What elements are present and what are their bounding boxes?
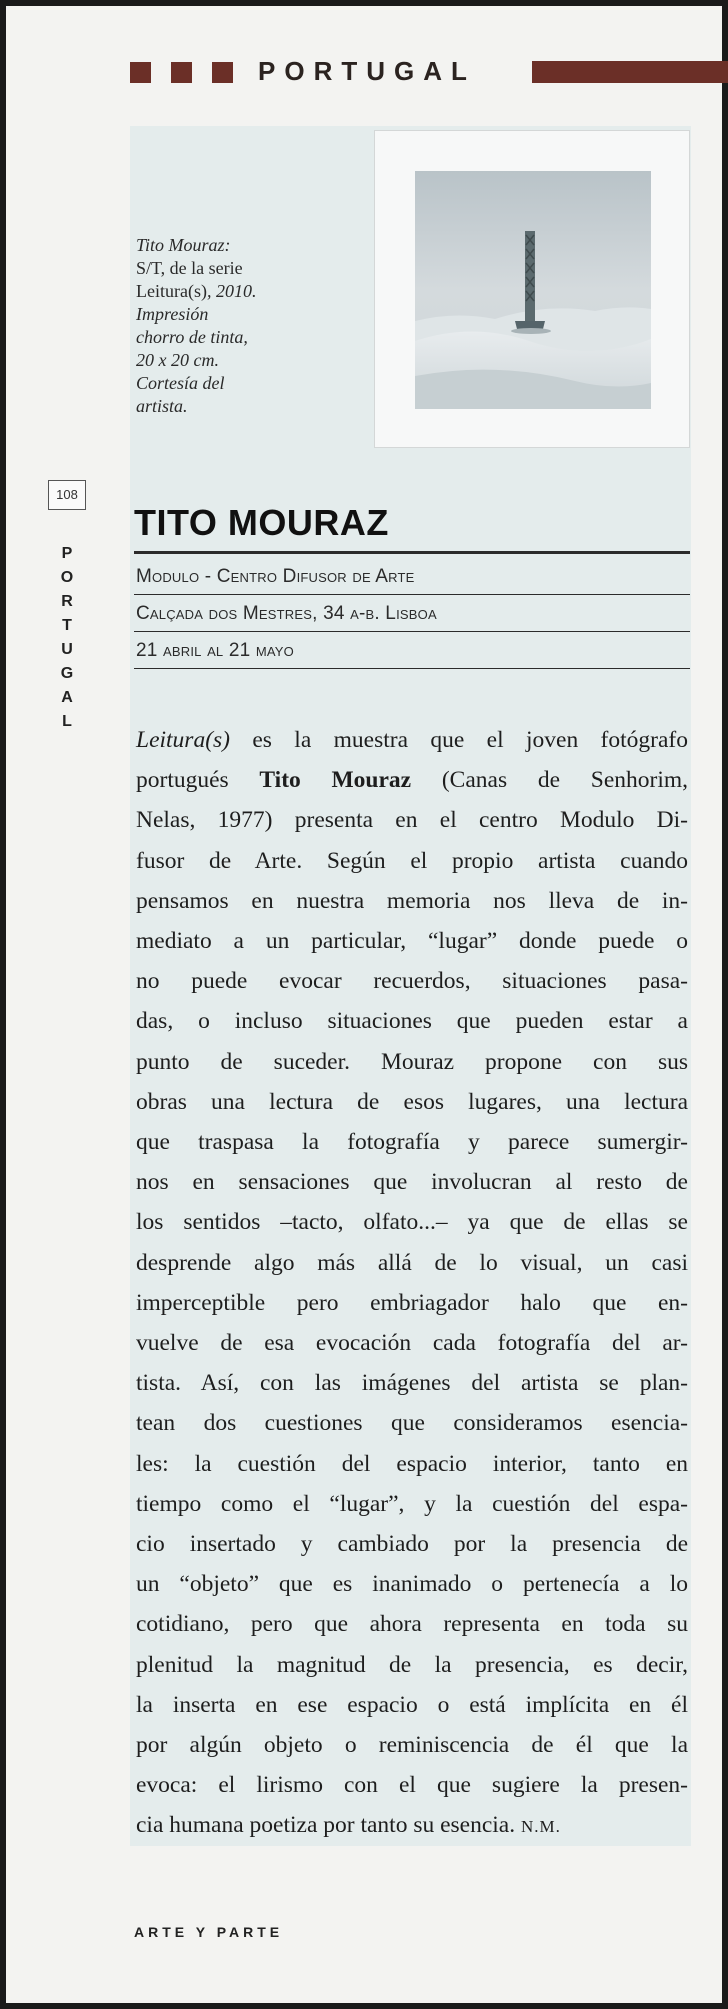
divider	[134, 551, 690, 554]
page-number: 108	[48, 480, 86, 510]
body-line: das, o incluso situaciones que pueden estar a	[136, 1008, 688, 1035]
venue-line: Modulo - Centro Difusor de Arte	[136, 566, 415, 587]
caption-size: 20 x 20 cm.	[136, 350, 219, 370]
header-square-2	[171, 62, 192, 83]
body-line: portugués Tito Mouraz (Canas de Senhorim,	[136, 767, 689, 794]
magazine-footer: ARTE Y PARTE	[134, 1924, 284, 1940]
caption-courtesy: Cortesía del	[136, 373, 225, 393]
body-line: por algún objeto o reminiscencia de él que la	[136, 1732, 688, 1759]
author-signature: N.M.	[521, 1817, 561, 1837]
caption-artist: Tito Mouraz:	[136, 235, 231, 255]
body-line: Nelas, 1977) presenta en el centro Modulo Di-	[136, 807, 688, 834]
vertical-section-label: P O R T U G A L	[60, 545, 74, 730]
body-line: Leitura(s) es la muestra que el joven fotógrafo	[136, 727, 688, 753]
body-line: obras una lectura de esos lugares, una lectura	[136, 1088, 688, 1115]
divider	[134, 631, 690, 632]
divider	[134, 668, 690, 669]
body-line: tiempo como el “lugar”, y la cuestión del espa-	[136, 1490, 688, 1517]
body-line: los sentidos –tacto, olfato...– ya que de ellas se	[136, 1209, 688, 1236]
photo-caption	[136, 234, 316, 418]
body-line: no puede evocar recuerdos, situaciones pasa-	[136, 968, 688, 995]
body-line: evoca: el lirismo con el que sugiere la presen-	[136, 1772, 688, 1799]
body-line: les: la cuestión del espacio interior, tanto en	[136, 1450, 688, 1477]
address-line: Calçada dos Mestres, 34 a-b. Lisboa	[136, 603, 437, 624]
snowy-landscape-with-tower-photo	[415, 171, 651, 409]
header-square-1	[130, 62, 151, 83]
caption-title-line: S/T, de la serie	[136, 258, 243, 278]
caption-series-line: Leitura(s), 2010.	[136, 281, 257, 301]
body-line: nos en sensaciones que involucran al resto de	[136, 1169, 688, 1196]
section-title: PORTUGAL	[258, 56, 476, 86]
article-body	[136, 720, 688, 1848]
body-line: vuelve de esa evocación cada fotografía del ar-	[136, 1330, 688, 1357]
body-line: plenitud la magnitud de la presencia, es decir,	[136, 1651, 688, 1678]
divider	[134, 594, 690, 595]
header-bar	[532, 61, 728, 83]
body-last-line: cia humana poetiza por tanto su esencia. N.M.	[136, 1812, 561, 1839]
body-line: pensamos en nuestra memoria nos lleva de in-	[136, 887, 688, 914]
body-line: cio insertado y cambiado por la presencia de	[136, 1531, 688, 1558]
body-line: que traspasa la fotografía y parece sumergir-	[136, 1129, 688, 1156]
body-line: mediato a un particular, “lugar” donde puede o	[136, 928, 688, 955]
body-line: tean dos cuestiones que consideramos esencia-	[136, 1410, 688, 1437]
body-line: cotidiano, pero que ahora representa en toda su	[136, 1611, 688, 1638]
header-square-3	[212, 62, 233, 83]
body-line: fusor de Arte. Según el propio artista cuando	[136, 847, 688, 874]
caption-technique: Impresión	[136, 304, 209, 324]
body-line: punto de suceder. Mouraz propone con sus	[136, 1048, 688, 1075]
artist-name-heading: TITO MOURAZ	[134, 502, 389, 543]
body-line: desprende algo más allá de lo visual, un casi	[136, 1249, 688, 1276]
photo-frame	[374, 130, 690, 448]
caption-courtesy-2: artista.	[136, 396, 188, 416]
caption-technique-2: chorro de tinta,	[136, 327, 248, 347]
magazine-page	[6, 6, 722, 2003]
body-line: tista. Así, con las imágenes del artista se plan-	[136, 1370, 688, 1397]
dates-line: 21 abril al 21 mayo	[136, 640, 294, 661]
body-line: un “objeto” que es inanimado o pertenecía a lo	[136, 1571, 688, 1598]
body-line: imperceptible pero embriagador halo que en-	[136, 1289, 688, 1316]
body-line: la inserta en ese espacio o está implícita en él	[136, 1691, 688, 1718]
